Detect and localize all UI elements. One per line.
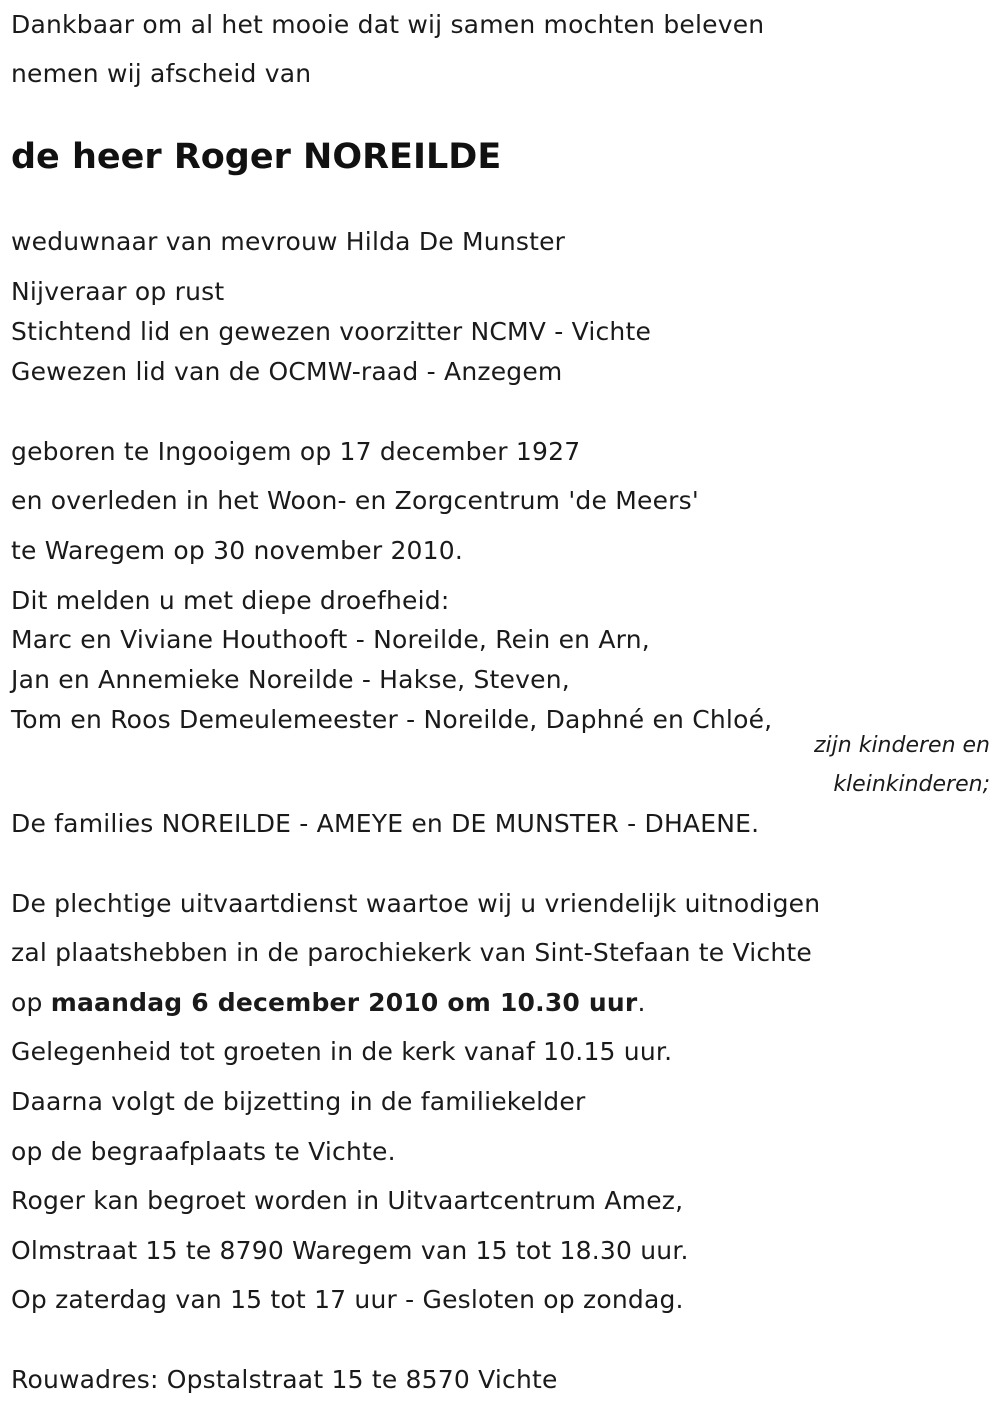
burial-line-1: Daarna volgt de bijzetting in de familiekelder [11, 1087, 586, 1116]
death-line-1: en overleden in het Woon- en Zorgcentrum 'de Meers' [11, 486, 699, 515]
visit-line-2: Olmstraat 15 te 8790 Waregem van 15 tot 18.30 uur. [11, 1236, 689, 1265]
deceased-name: de heer Roger NOREILDE [11, 137, 502, 177]
service-date-suffix: . [637, 988, 646, 1017]
title-line-3: Gewezen lid van de OCMW-raad - Anzegem [11, 357, 563, 386]
intro-line-2: nemen wij afscheid van [11, 59, 312, 88]
title-line-2: Stichtend lid en gewezen voorzitter NCMV - Vichte [11, 317, 652, 346]
mourning-address: Rouwadres: Opstalstraat 15 te 8570 Vichte [11, 1365, 558, 1394]
visit-line-1: Roger kan begroet worden in Uitvaartcentrum Amez, [11, 1186, 684, 1215]
intro-line-1: Dankbaar om al het mooie dat wij samen mochten beleven [11, 10, 765, 39]
family-line-1: Marc en Viviane Houthooft - Noreilde, Rein en Arn, [11, 625, 650, 654]
family-line-2: Jan en Annemieke Noreilde - Hakse, Steven, [11, 665, 570, 694]
service-date-line [11, 987, 646, 1019]
service-date: maandag 6 december 2010 om 10.30 uur [50, 988, 638, 1017]
announcers-intro: Dit melden u met diepe droefheid: [11, 586, 450, 615]
spouse-line: weduwnaar van mevrouw Hilda De Munster [11, 227, 566, 256]
burial-line-2: op de begraafplaats te Vichte. [11, 1137, 396, 1166]
visit-line-3: Op zaterdag van 15 tot 17 uur - Gesloten op zondag. [11, 1285, 684, 1314]
greeting-line: Gelegenheid tot groeten in de kerk vanaf 10.15 uur. [11, 1037, 673, 1066]
service-date-prefix: op [11, 988, 51, 1017]
family-line-3: Tom en Roos Demeulemeester - Noreilde, Daphné en Chloé, [11, 705, 773, 734]
relation-line-1: zijn kinderen en [814, 733, 990, 758]
death-line-2: te Waregem op 30 november 2010. [11, 536, 464, 565]
title-line-1: Nijveraar op rust [11, 277, 225, 306]
birth-line: geboren te Ingooigem op 17 december 1927 [11, 437, 581, 466]
service-line-1: De plechtige uitvaartdienst waartoe wij u vriendelijk uitnodigen [11, 889, 821, 918]
extended-families: De families NOREILDE - AMEYE en DE MUNSTER - DHAENE. [11, 809, 760, 838]
service-line-2: zal plaatshebben in de parochiekerk van Sint-Stefaan te Vichte [11, 938, 812, 967]
relation-line-2: kleinkinderen; [833, 772, 990, 797]
